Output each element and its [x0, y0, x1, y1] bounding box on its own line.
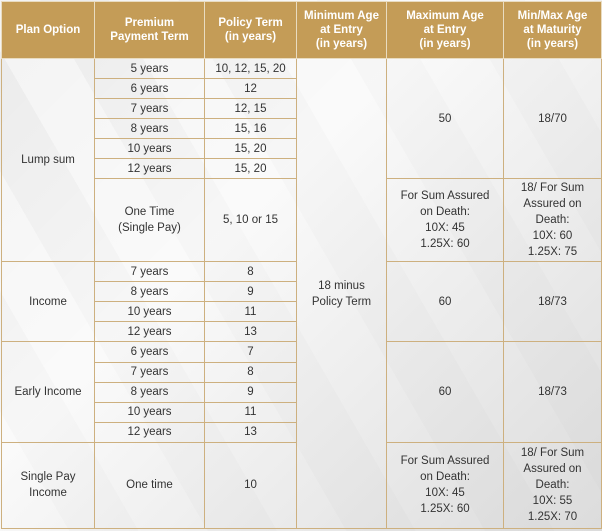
- ppt-cell: 10 years: [95, 302, 205, 322]
- ppt-cell: 6 years: [95, 342, 205, 362]
- ppt-cell: 12 years: [95, 159, 205, 179]
- header-policy-term: Policy Term (in years): [205, 2, 297, 59]
- ppt-cell: 5 years: [95, 59, 205, 79]
- pt-cell: 15, 16: [205, 119, 297, 139]
- ppt-cell: 8 years: [95, 282, 205, 302]
- pt-cell: 12: [205, 79, 297, 99]
- ppt-cell: 8 years: [95, 382, 205, 402]
- plan-single-pay-income: Single Pay Income: [2, 442, 95, 528]
- ppt-cell: 12 years: [95, 322, 205, 342]
- pt-cell: 13: [205, 322, 297, 342]
- header-row: [2, 2, 602, 59]
- lump-sum-maturity: 18/70: [504, 59, 602, 179]
- pt-cell: 5, 10 or 15: [205, 179, 297, 262]
- pt-cell: 12, 15: [205, 99, 297, 119]
- ppt-cell: 7 years: [95, 99, 205, 119]
- income-maturity: 18/73: [504, 262, 602, 342]
- early-income-max-age: 60: [387, 342, 504, 442]
- pt-cell: 8: [205, 362, 297, 382]
- ppt-cell: One Time (Single Pay): [95, 179, 205, 262]
- pt-cell: 9: [205, 382, 297, 402]
- pt-cell: 9: [205, 282, 297, 302]
- pt-cell: 15, 20: [205, 159, 297, 179]
- ppt-cell: 8 years: [95, 119, 205, 139]
- pt-cell: 15, 20: [205, 139, 297, 159]
- header-max-age-entry: Maximum Age at Entry (in years): [387, 2, 504, 59]
- ppt-cell: 10 years: [95, 402, 205, 422]
- plan-lump-sum: Lump sum: [2, 59, 95, 262]
- max-age-cell: For Sum Assured on Death: 10X: 45 1.25X: 60: [387, 179, 504, 262]
- ppt-cell: One time: [95, 442, 205, 528]
- ppt-cell: 6 years: [95, 79, 205, 99]
- plan-income: Income: [2, 262, 95, 342]
- pt-cell: 11: [205, 402, 297, 422]
- pt-cell: 10: [205, 442, 297, 528]
- header-premium-payment-term: Premium Payment Term: [95, 2, 205, 59]
- pt-cell: 13: [205, 422, 297, 442]
- max-age-cell: For Sum Assured on Death: 10X: 45 1.25X: 60: [387, 442, 504, 528]
- table-row: [2, 59, 602, 79]
- pt-cell: 8: [205, 262, 297, 282]
- plan-eligibility-table: [1, 1, 602, 529]
- ppt-cell: 12 years: [95, 422, 205, 442]
- header-min-age-entry: Minimum Age at Entry (in years): [297, 2, 387, 59]
- maturity-cell: 18/ For Sum Assured on Death: 10X: 55 1.25X: 70: [504, 442, 602, 528]
- pt-cell: 10, 12, 15, 20: [205, 59, 297, 79]
- header-plan-option: Plan Option: [2, 2, 95, 59]
- ppt-cell: 7 years: [95, 362, 205, 382]
- pt-cell: 11: [205, 302, 297, 322]
- ppt-cell: 10 years: [95, 139, 205, 159]
- plan-early-income: Early Income: [2, 342, 95, 442]
- min-age-cell: 18 minus Policy Term: [297, 59, 387, 529]
- pt-cell: 7: [205, 342, 297, 362]
- ppt-cell: 7 years: [95, 262, 205, 282]
- header-maturity-age: Min/Max Age at Maturity (in years): [504, 2, 602, 59]
- maturity-cell: 18/ For Sum Assured on Death: 10X: 60 1.25X: 75: [504, 179, 602, 262]
- income-max-age: 60: [387, 262, 504, 342]
- lump-sum-max-age: 50: [387, 59, 504, 179]
- early-income-maturity: 18/73: [504, 342, 602, 442]
